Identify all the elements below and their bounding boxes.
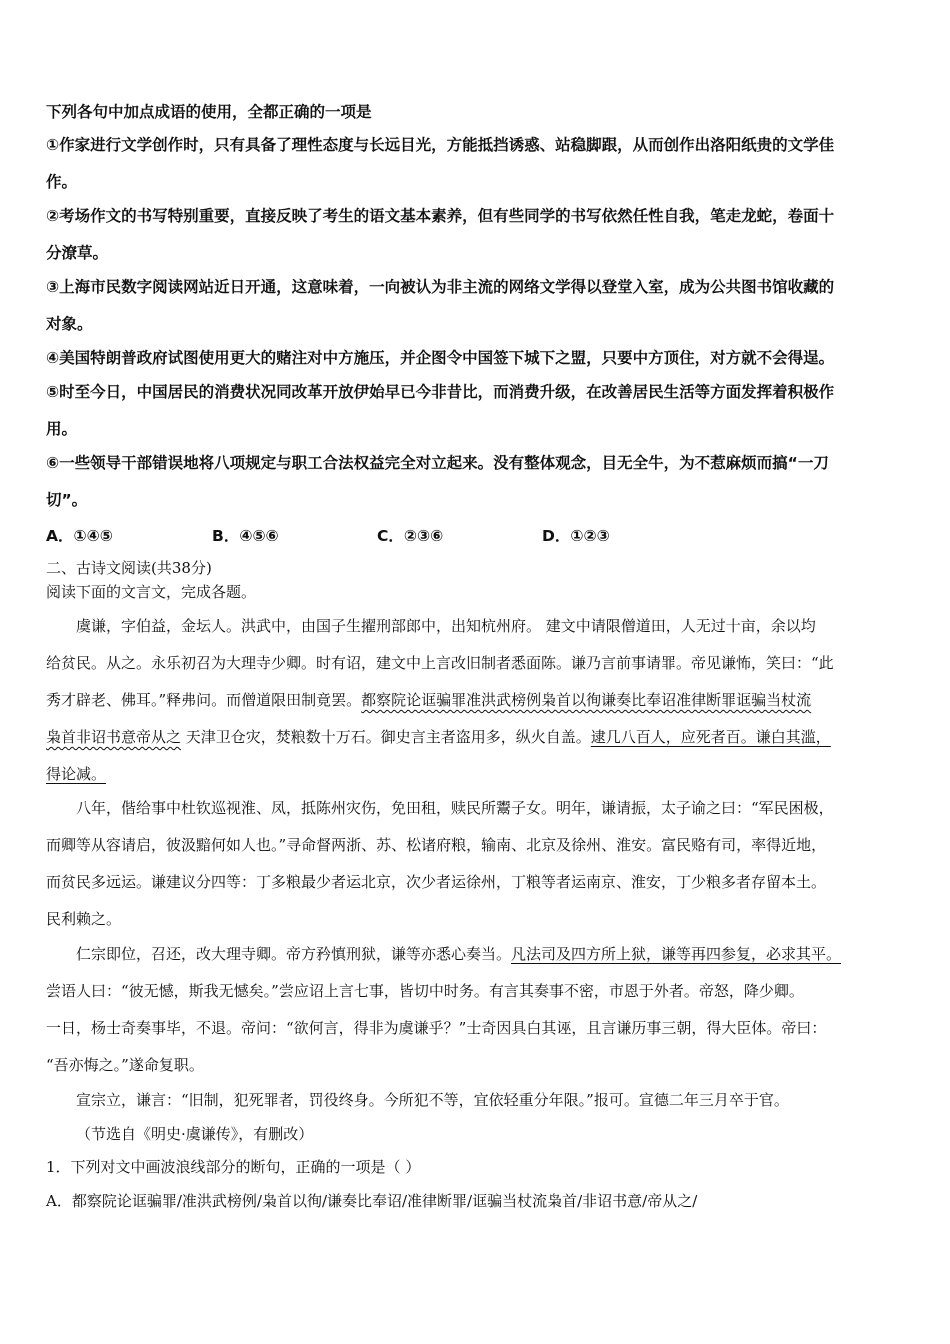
passage-p3-line-3: 一日，杨士奇奏事毕，不退。帝问：“欲何言，得非为虞谦乎？”士奇因具白其诬，且言谦历事三朝，得大臣体。帝曰： xyxy=(46,1019,827,1037)
section-title: 二、古诗文阅读(共38分) xyxy=(46,559,212,577)
sentence-4-line-1: ④美国特朗普政府试图使用更大的赌注对中方施压，并企图令中国签下城下之盟，只要中方顶住，对方就不会得逞。 xyxy=(46,349,835,367)
q1-stem: 1．下列对文中画波浪线部分的断句，正确的一项是（ ） xyxy=(46,1158,421,1176)
underlined-text: 凡法司及四方所上狱，谦等再四参复，必求其平。 xyxy=(511,945,842,963)
passage-p1-line-5 xyxy=(46,764,106,784)
sentence-5-line-2: 用。 xyxy=(46,420,78,438)
passage-p3-line-2: 尝语人曰：“彼无憾，斯我无憾矣。”尝应诏上言七事，皆切中时务。有言其奏事不密，市恩于外者。帝怒，降少卿。 xyxy=(46,982,804,1000)
sentence-6-line-1: ⑥一些领导干部错误地将八项规定与职工合法权益完全对立起来。没有整体观念，目无全牛，为不惹麻烦而搞“一刀 xyxy=(46,454,829,472)
passage-text: 仁宗即位，召还，改大理寺卿。帝方矜慎刑狱，谦等亦悉心奏当。 xyxy=(76,945,512,963)
passage-p2-line-3: 而贫民多远运。谦建议分四等：丁多粮最少者运北京，次少者运徐州，丁粮等者运南京、淮安，丁少粮多者存留本土。 xyxy=(46,873,827,891)
passage-p1-line-1: 虞谦，字伯益，金坛人。洪武中，由国子生擢刑部郎中，出知杭州府。 建文中请限僧道田，人无过十亩，余以均 xyxy=(76,617,816,635)
passage-p2-line-4: 民利赖之。 xyxy=(46,910,122,928)
passage-p3-line-4: “吾亦悔之。”遂命复职。 xyxy=(46,1056,204,1074)
passage-p1-line-3 xyxy=(46,690,811,710)
option-c[interactable]: C．②③⑥ xyxy=(377,527,444,545)
q1-option-a[interactable]: A．都察院论诓骗罪/准洪武榜例/枭首以徇/谦奏比奉诏/准律断罪/诓骗当杖流枭首/非诏书意/帝从之/ xyxy=(46,1192,698,1210)
section-instruction: 阅读下面的文言文，完成各题。 xyxy=(46,583,257,601)
passage-p3-line-1 xyxy=(76,944,841,964)
underlined-text: 逮几八百人，应死者百。谦白其滥， xyxy=(590,728,831,746)
sentence-2-line-2: 分潦草。 xyxy=(46,244,109,262)
passage-p1-line-4 xyxy=(46,727,831,747)
passage-source: （节选自《明史·虞谦传》，有删改） xyxy=(76,1125,314,1143)
underlined-text: 得论减。 xyxy=(46,765,107,783)
wavy-underlined-text: 枭首非诏书意帝从之 xyxy=(46,728,182,746)
sentence-3-line-1: ③上海市民数字阅读网站近日开通，这意味着，一向被认为非主流的网络文学得以登堂入室，成为公共图书馆收藏的 xyxy=(46,278,835,296)
passage-p1-line-2: 给贫民。从之。永乐初召为大理寺少卿。时有诏，建文中上言改旧制者悉面陈。谦乃言前事请罪。帝见谦怖，笑曰：“此 xyxy=(46,654,834,672)
wavy-underlined-text: 都察院论诓骗罪准洪武榜例枭首以徇谦奏比奉诏准律断罪诓骗当杖流 xyxy=(361,691,812,709)
passage-p2-line-1: 八年，偕给事中杜钦巡视淮、凤，抵陈州灾伤，免田租，赎民所鬻子女。明年，谦请振，太子谕之曰：“军民困极， xyxy=(76,799,834,817)
sentence-6-line-2: 切”。 xyxy=(46,491,88,509)
sentence-1-line-1: ①作家进行文学创作时，只有具备了理性态度与长远目光，方能抵挡诱惑、站稳脚跟，从而创作出洛阳纸贵的文学佳 xyxy=(46,136,835,154)
sentence-5-line-1: ⑤时至今日，中国居民的消费状况同改革开放伊始早已今非昔比，而消费升级，在改善居民生活等方面发挥着积极作 xyxy=(46,383,835,401)
passage-text: 秀才辟老、佛耳。”释弗问。而僧道限田制竟罢。 xyxy=(46,691,362,709)
passage-p2-line-2: 而卿等从容请启，彼汲黯何如人也。”寻命督两浙、苏、松诸府粮，输南、北京及徐州、淮安。富民赂有司，率得近地， xyxy=(46,836,827,854)
option-d[interactable]: D．①②③ xyxy=(542,527,610,545)
sentence-2-line-1: ②考场作文的书写特别重要，直接反映了考生的语文基本素养，但有些同学的书写依然任性自我，笔走龙蛇，卷面十 xyxy=(46,207,835,225)
question-stem: 下列各句中加点成语的使用，全都正确的一项是 xyxy=(46,103,372,121)
option-a[interactable]: A．①④⑤ xyxy=(46,527,113,545)
sentence-3-line-2: 对象。 xyxy=(46,315,93,333)
option-b[interactable]: B．④⑤⑥ xyxy=(212,527,279,545)
passage-text: 天津卫仓灾，焚粮数十万石。御史言主者盗用多，纵火自盖。 xyxy=(181,728,591,746)
passage-p4: 宣宗立，谦言：“旧制，犯死罪者，罚役终身。今所犯不等，宜依轻重分年限。”报可。宣德二年三月卒于官。 xyxy=(76,1091,789,1109)
sentence-1-line-2: 作。 xyxy=(46,173,78,191)
